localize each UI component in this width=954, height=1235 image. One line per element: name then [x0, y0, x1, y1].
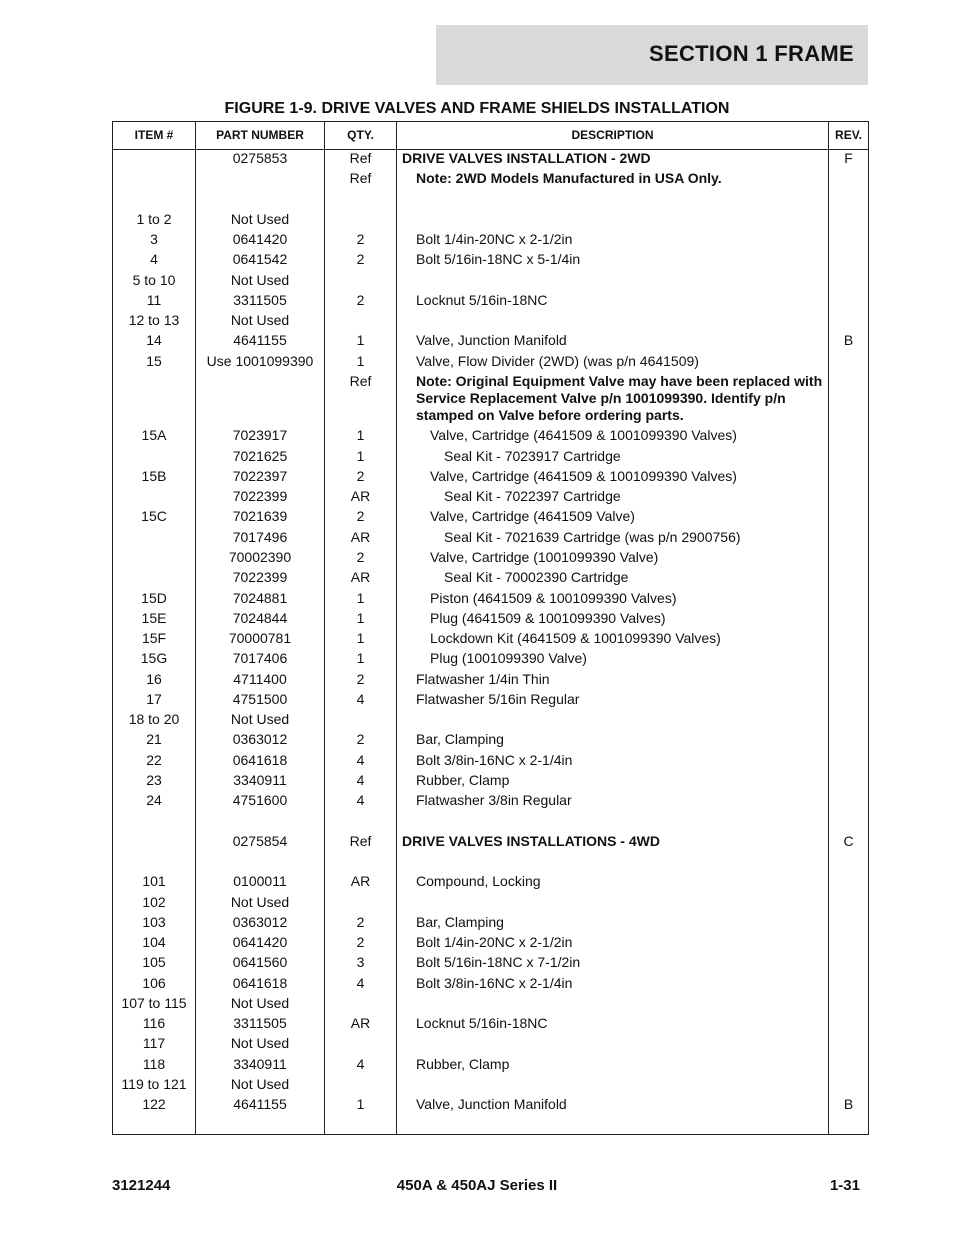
part-number: 3340911 [233, 772, 287, 788]
quantity: Ref [349, 170, 372, 186]
part-number: 7023917 [232, 427, 288, 443]
part-number: 3340911 [233, 1056, 287, 1072]
description: Piston (4641509 & 1001099390 Valves) [430, 590, 677, 606]
description: Bolt 5/16in-18NC x 7-1/2in [416, 954, 581, 970]
quantity: 3 [356, 954, 365, 970]
column-header-description: DESCRIPTION [571, 128, 654, 142]
description: Seal Kit - 7023917 Cartridge [444, 448, 621, 464]
part-number: Not Used [230, 894, 290, 910]
description: Plug (1001099390 Valve) [430, 650, 587, 666]
description: Note: 2WD Models Manufactured in USA Only. [416, 170, 722, 186]
description: Seal Kit - 7022397 Cartridge [444, 488, 621, 504]
quantity: 2 [356, 549, 365, 565]
description: Plug (4641509 & 1001099390 Valves) [430, 610, 666, 626]
item-number: 102 [142, 894, 166, 910]
column-header-item: ITEM # [134, 128, 174, 142]
part-number: 0275854 [232, 833, 288, 849]
part-number: 0641618 [232, 752, 288, 768]
quantity: AR [350, 569, 371, 585]
item-number: 15A [141, 427, 167, 443]
item-number: 1 to 2 [136, 211, 172, 227]
quantity: 2 [356, 914, 365, 930]
item-number: 17 [146, 691, 162, 707]
description: Valve, Junction Manifold [416, 1096, 567, 1112]
item-number: 12 to 13 [128, 312, 180, 328]
parts-table [112, 121, 869, 1135]
item-number: 23 [146, 772, 162, 788]
part-number: 7017406 [232, 650, 288, 666]
description: Bolt 3/8in-16NC x 2-1/4in [416, 752, 573, 768]
item-number: 21 [146, 731, 162, 747]
description: Bolt 5/16in-18NC x 5-1/4in [416, 251, 581, 267]
description: Locknut 5/16in-18NC [416, 292, 548, 308]
quantity: 2 [356, 468, 365, 484]
part-number: 3311505 [233, 1015, 287, 1031]
quantity: 1 [356, 427, 365, 443]
description: Flatwasher 3/8in Regular [416, 792, 572, 808]
part-number: 7017496 [232, 529, 288, 545]
quantity: 4 [356, 752, 365, 768]
item-number: 15 [146, 353, 162, 369]
description: Note: Original Equipment Valve may have been replaced with [416, 373, 823, 389]
description: Bolt 3/8in-16NC x 2-1/4in [416, 975, 573, 991]
part-number: 0641560 [232, 954, 288, 970]
item-number: 16 [146, 671, 162, 687]
quantity: 2 [356, 934, 365, 950]
description: Flatwasher 1/4in Thin [416, 671, 550, 687]
description: Valve, Cartridge (4641509 & 1001099390 Valves) [430, 468, 737, 484]
part-number: Not Used [230, 1035, 290, 1051]
item-number: 104 [142, 934, 166, 950]
part-number: Not Used [230, 272, 290, 288]
part-number: 0363012 [232, 731, 288, 747]
part-number: 4751500 [232, 691, 288, 707]
quantity: 1 [356, 650, 365, 666]
quantity: 1 [356, 630, 365, 646]
part-number: Not Used [230, 1076, 290, 1092]
quantity: 4 [356, 691, 365, 707]
part-number: 70000781 [228, 630, 292, 646]
description: DRIVE VALVES INSTALLATION - 2WD [402, 150, 651, 166]
part-number: Not Used [230, 312, 290, 328]
quantity: Ref [349, 150, 372, 166]
item-number: 15E [141, 610, 167, 626]
part-number: 7022397 [232, 468, 288, 484]
model-name: 450A & 450AJ Series II [396, 1177, 558, 1194]
description: Locknut 5/16in-18NC [416, 1015, 548, 1031]
description: Bolt 1/4in-20NC x 2-1/2in [416, 231, 573, 247]
quantity: 1 [356, 448, 365, 464]
quantity: 2 [356, 231, 365, 247]
quantity: 2 [356, 292, 365, 308]
column-divider [396, 122, 397, 1134]
quantity: 2 [356, 508, 365, 524]
description: stamped on Valve before ordering parts. [416, 407, 684, 423]
description: Flatwasher 5/16in Regular [416, 691, 580, 707]
description: Valve, Cartridge (4641509 & 1001099390 Valves) [430, 427, 737, 443]
description: Bolt 1/4in-20NC x 2-1/2in [416, 934, 573, 950]
part-number: 0641542 [232, 251, 288, 267]
quantity: 4 [356, 1056, 365, 1072]
item-number: 3 [150, 231, 158, 247]
description: Valve, Flow Divider (2WD) (was p/n 4641509) [416, 353, 699, 369]
item-number: 5 to 10 [132, 272, 176, 288]
description: DRIVE VALVES INSTALLATIONS - 4WD [402, 833, 660, 849]
item-number: 15B [141, 468, 167, 484]
quantity: 1 [356, 590, 365, 606]
part-number: Use 1001099390 [206, 353, 314, 369]
quantity: Ref [349, 373, 372, 389]
column-header-rev: REV. [835, 128, 862, 142]
description: Valve, Junction Manifold [416, 332, 567, 348]
item-number: 18 to 20 [128, 711, 180, 727]
description: Bar, Clamping [416, 914, 504, 930]
item-number: 106 [142, 975, 166, 991]
part-number: 7021625 [232, 448, 288, 464]
section-title: SECTION 1 FRAME [649, 41, 854, 66]
revision: C [843, 833, 854, 849]
doc-number: 3121244 [112, 1177, 171, 1194]
quantity: 1 [356, 332, 365, 348]
quantity: Ref [349, 833, 372, 849]
part-number: 3311505 [233, 292, 287, 308]
description: Seal Kit - 70002390 Cartridge [444, 569, 629, 585]
item-number: 15D [141, 590, 167, 606]
quantity: 2 [356, 671, 365, 687]
item-number: 15F [141, 630, 167, 646]
item-number: 24 [146, 792, 162, 808]
quantity: AR [350, 873, 371, 889]
item-number: 117 [142, 1035, 166, 1051]
description: Rubber, Clamp [416, 1056, 510, 1072]
revision: B [843, 332, 854, 348]
part-number: Not Used [230, 995, 290, 1011]
quantity: 2 [356, 251, 365, 267]
description: Rubber, Clamp [416, 772, 510, 788]
description: Bar, Clamping [416, 731, 504, 747]
quantity: AR [350, 1015, 371, 1031]
quantity: 2 [356, 731, 365, 747]
description: Valve, Cartridge (4641509 Valve) [430, 508, 635, 524]
quantity: 4 [356, 792, 365, 808]
description: Seal Kit - 7021639 Cartridge (was p/n 2900756) [444, 529, 741, 545]
part-number: 7024844 [232, 610, 288, 626]
item-number: 118 [142, 1056, 166, 1072]
description: Service Replacement Valve p/n 1001099390. Identify p/n [416, 390, 786, 406]
revision: F [844, 150, 853, 166]
part-number: Not Used [230, 711, 290, 727]
column-header-part-number: PART NUMBER [216, 128, 304, 142]
item-number: 105 [142, 954, 166, 970]
part-number: 0641420 [232, 231, 288, 247]
part-number: 0641420 [232, 934, 288, 950]
part-number: 0363012 [232, 914, 288, 930]
part-number: 4641155 [233, 1096, 287, 1112]
part-number: Not Used [230, 211, 290, 227]
item-number: 116 [142, 1015, 166, 1031]
item-number: 119 to 121 [121, 1076, 187, 1092]
description: Valve, Cartridge (1001099390 Valve) [430, 549, 659, 565]
item-number: 103 [142, 914, 166, 930]
part-number: 4711400 [233, 671, 287, 687]
item-number: 14 [146, 332, 162, 348]
item-number: 107 to 115 [121, 995, 187, 1011]
page-number: 1-31 [829, 1177, 860, 1194]
part-number: 4641155 [233, 332, 287, 348]
description: Compound, Locking [416, 873, 541, 889]
item-number: 15G [140, 650, 168, 666]
part-number: 7024881 [232, 590, 288, 606]
part-number: 0275853 [232, 150, 288, 166]
description: Lockdown Kit (4641509 & 1001099390 Valves) [430, 630, 721, 646]
quantity: AR [350, 488, 371, 504]
quantity: 4 [356, 772, 365, 788]
column-header-qty: QTY. [347, 128, 374, 142]
part-number: 70002390 [228, 549, 292, 565]
part-number: 0100011 [233, 873, 287, 889]
part-number: 7022399 [232, 569, 288, 585]
part-number: 7022399 [232, 488, 288, 504]
quantity: 1 [356, 1096, 365, 1112]
item-number: 15C [141, 508, 167, 524]
item-number: 122 [142, 1096, 166, 1112]
part-number: 7021639 [232, 508, 288, 524]
item-number: 4 [150, 251, 158, 267]
section-header [436, 25, 868, 85]
item-number: 101 [142, 873, 166, 889]
part-number: 0641618 [232, 975, 288, 991]
item-number: 22 [146, 752, 162, 768]
part-number: 4751600 [232, 792, 288, 808]
quantity: 4 [356, 975, 365, 991]
quantity: 1 [356, 610, 365, 626]
quantity: 1 [356, 353, 365, 369]
item-number: 11 [146, 292, 162, 308]
figure-title: FIGURE 1-9. DRIVE VALVES AND FRAME SHIELDS INSTALLATION [224, 100, 730, 117]
quantity: AR [350, 529, 371, 545]
revision: B [843, 1096, 854, 1112]
